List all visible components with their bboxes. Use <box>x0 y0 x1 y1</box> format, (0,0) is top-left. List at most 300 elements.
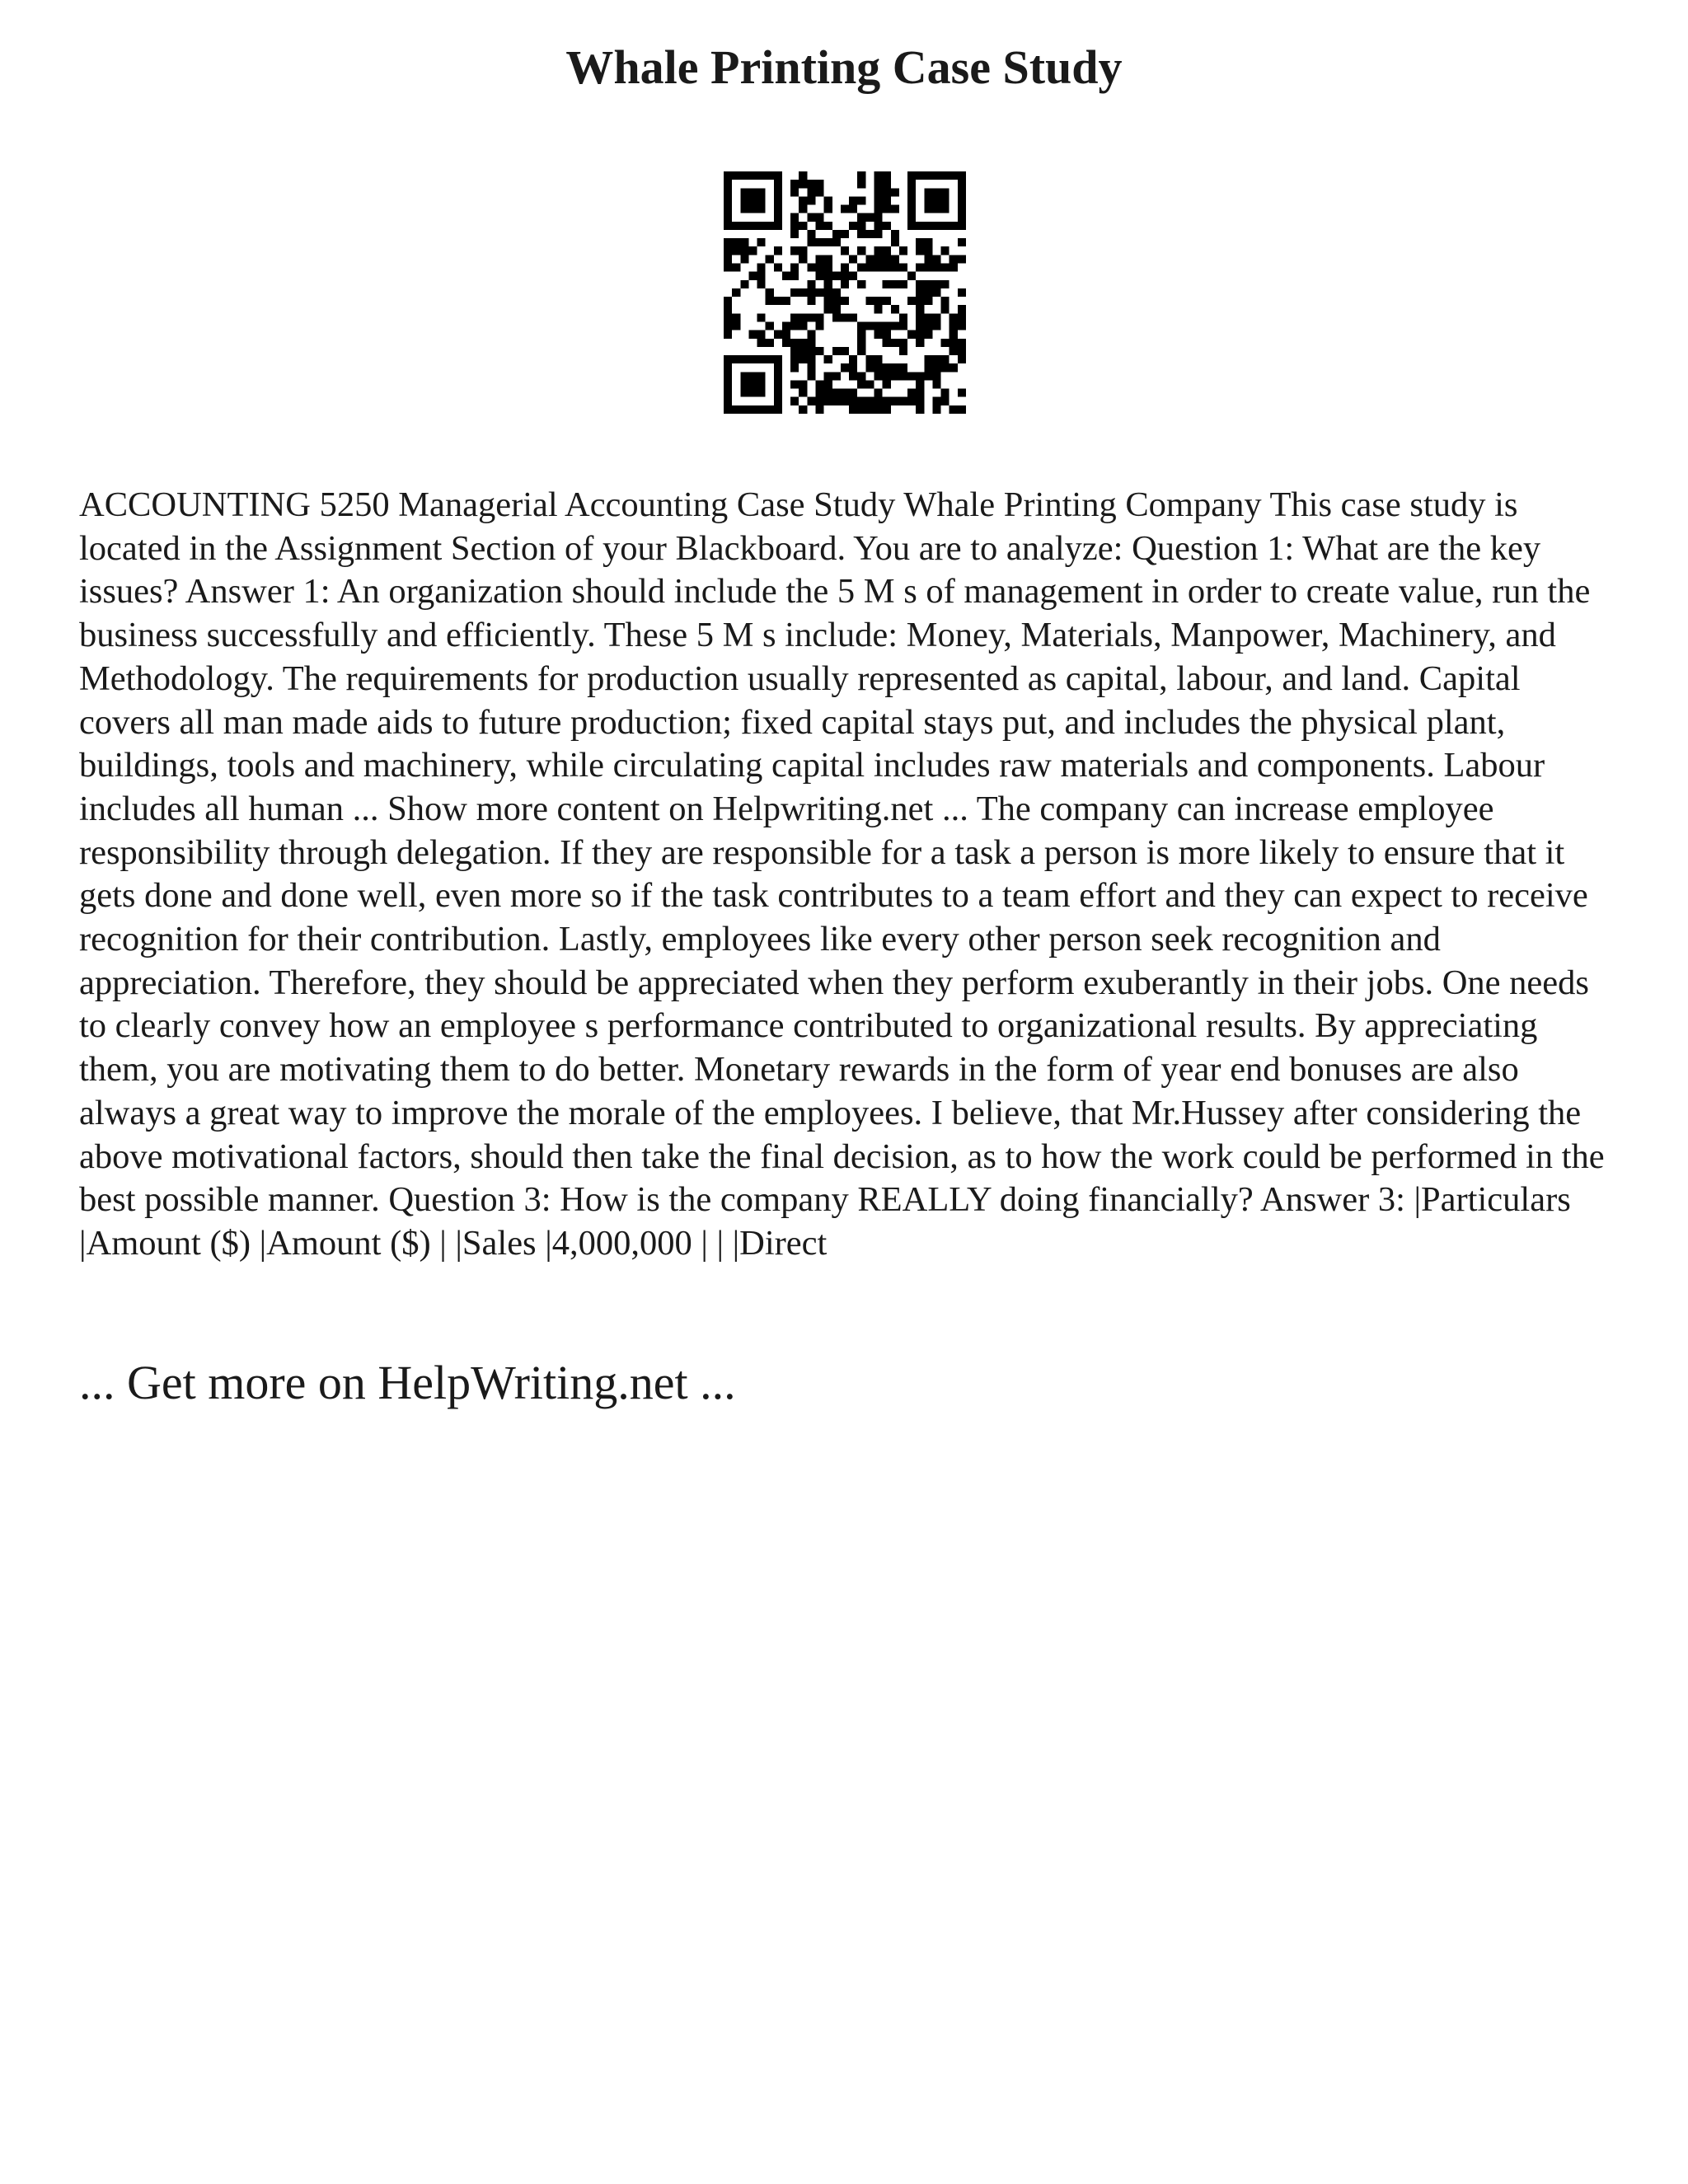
qr-module <box>799 355 807 363</box>
qr-module <box>790 339 799 347</box>
qr-module <box>865 297 874 305</box>
qr-module <box>849 355 857 363</box>
qr-module <box>924 321 932 330</box>
qr-module <box>724 238 732 246</box>
qr-module <box>891 372 899 380</box>
qr-module <box>807 339 815 347</box>
qr-module <box>740 372 748 380</box>
qr-module <box>916 405 924 414</box>
qr-module <box>958 321 966 330</box>
qr-module <box>724 405 732 414</box>
qr-module <box>865 380 874 388</box>
qr-module <box>807 288 815 297</box>
get-more-link[interactable]: ... Get more on HelpWriting.net ... <box>79 1356 736 1409</box>
qr-module <box>874 246 882 255</box>
qr-module <box>958 188 966 196</box>
qr-module <box>857 280 865 288</box>
qr-module <box>774 405 782 414</box>
qr-module <box>849 272 857 280</box>
qr-module <box>883 339 891 347</box>
qr-module <box>891 397 899 405</box>
qr-module <box>883 372 891 380</box>
qr-module <box>732 171 740 180</box>
qr-module <box>907 272 916 280</box>
qr-module <box>857 180 865 188</box>
qr-module <box>907 205 916 213</box>
qr-module <box>958 205 966 213</box>
qr-module <box>891 339 899 347</box>
qr-module <box>782 339 790 347</box>
qr-module <box>932 196 940 204</box>
qr-module <box>891 305 899 313</box>
qr-module <box>874 171 882 180</box>
qr-module <box>950 347 958 355</box>
qr-module <box>883 171 891 180</box>
qr-module <box>799 321 807 330</box>
qr-module <box>824 280 832 288</box>
qr-module <box>857 380 865 388</box>
qr-module <box>950 363 958 372</box>
qr-module <box>807 355 815 363</box>
qr-module <box>907 389 916 397</box>
qr-module <box>757 264 766 272</box>
qr-module <box>865 363 874 372</box>
qr-module <box>932 380 940 388</box>
qr-module <box>816 213 824 222</box>
qr-module <box>849 196 857 204</box>
qr-module <box>790 363 799 372</box>
qr-module <box>907 180 916 188</box>
qr-module <box>899 347 907 355</box>
qr-module <box>950 222 958 230</box>
qr-module <box>958 347 966 355</box>
qr-module <box>865 321 874 330</box>
qr-module <box>824 288 832 297</box>
qr-module <box>941 297 950 305</box>
qr-module <box>874 372 882 380</box>
qr-module <box>799 180 807 188</box>
qr-module <box>874 222 882 230</box>
qr-module <box>958 196 966 204</box>
qr-module <box>941 246 950 255</box>
qr-module <box>941 188 950 196</box>
qr-module <box>790 355 799 363</box>
qr-module <box>941 222 950 230</box>
qr-module <box>891 188 899 196</box>
qr-module <box>899 339 907 347</box>
qr-module <box>924 246 932 255</box>
qr-module <box>841 297 849 305</box>
qr-module <box>799 347 807 355</box>
qr-module <box>757 372 766 380</box>
qr-module <box>958 339 966 347</box>
qr-module <box>774 196 782 204</box>
qr-module <box>766 405 774 414</box>
qr-module <box>816 238 824 246</box>
qr-module <box>799 205 807 213</box>
qr-module <box>891 280 899 288</box>
qr-module <box>849 397 857 405</box>
qr-module <box>724 188 732 196</box>
qr-module <box>932 280 940 288</box>
qr-module <box>724 330 732 339</box>
qr-module <box>958 180 966 188</box>
qr-module <box>857 405 865 414</box>
qr-module <box>841 246 849 255</box>
qr-module <box>766 297 774 305</box>
qr-module <box>924 188 932 196</box>
qr-module <box>732 288 740 297</box>
qr-module <box>916 372 924 380</box>
qr-module <box>849 222 857 230</box>
qr-module <box>790 272 799 280</box>
qr-module <box>899 313 907 321</box>
qr-module <box>907 372 916 380</box>
qr-module <box>950 339 958 347</box>
qr-module <box>790 288 799 297</box>
qr-module <box>950 264 958 272</box>
qr-module <box>841 280 849 288</box>
qr-module <box>916 238 924 246</box>
body-paragraph: ACCOUNTING 5250 Managerial Accounting Case Study Whale Printing Company This case study is located in the Assignment Section of your Blackboard. You are to analyze: Question 1: What are the key issues? Answer 1: An organization should include the 5 M s of management in order to create value, run the business successfully and efficiently. These 5 M s include: Money, Materials, Manpower, Machinery, and Methodology. The requirements for production usually represented as capital, labour, and land. Capital covers all man made aids to future production; fixed capital stays put, and includes the physical plant, buildings, tools and machinery, while circulating capital includes raw materials and components. Labour includes all human ... Show more content on Helpwriting.net ... The company can increase employee responsibility through delegation. If they are responsible for a task a person is more likely to ensure that it gets done and done well, even more so if the task contributes to a team effort and they can expect to receive recognition for their contribution. Lastly, employees like every other person seek recognition and appreciation. Therefore, they should be appreciated when they perform exuberantly in their jobs. One needs to clearly convey how an employee s performance contributed to organizational results. By appreciating them, you are motivating them to do better. Monetary rewards in the form of year end bonuses are also always a great way to improve the morale of the employees. I believe, that Mr.Hussey after considering the above motivational factors, should then take the final decision, as to how the work could be performed in the best possible manner. Question 3: How is the company REALLY doing financially? Answer 3: |Particulars |Amount ($) |Amount ($) | |Sales |4,000,000 | | |Direct <box>79 485 1605 1263</box>
qr-module <box>724 297 732 305</box>
qr-module <box>857 213 865 222</box>
qr-module <box>740 405 748 414</box>
qr-module <box>740 389 748 397</box>
qr-module <box>874 213 882 222</box>
qr-module <box>748 196 757 204</box>
qr-module <box>732 246 740 255</box>
qr-module <box>782 321 790 330</box>
qr-module <box>724 171 732 180</box>
qr-module <box>916 222 924 230</box>
qr-module <box>774 264 782 272</box>
qr-module <box>958 313 966 321</box>
qr-module <box>816 188 824 196</box>
qr-module <box>891 363 899 372</box>
qr-module <box>891 321 899 330</box>
qr-module <box>807 313 815 321</box>
qr-module <box>883 246 891 255</box>
qr-module <box>874 230 882 238</box>
qr-module <box>807 213 815 222</box>
qr-module <box>916 330 924 339</box>
qr-module <box>732 321 740 330</box>
qr-module <box>883 405 891 414</box>
qr-module <box>807 230 815 238</box>
qr-module <box>958 255 966 263</box>
qr-module <box>958 238 966 246</box>
qr-module <box>824 272 832 280</box>
qr-module <box>874 363 882 372</box>
qr-module <box>941 305 950 313</box>
qr-module <box>757 339 766 347</box>
qr-module <box>950 255 958 263</box>
qr-module <box>782 297 790 305</box>
qr-module <box>865 255 874 263</box>
qr-module <box>924 355 932 363</box>
qr-module <box>916 264 924 272</box>
qr-module <box>924 171 932 180</box>
qr-module <box>857 397 865 405</box>
qr-module <box>932 288 940 297</box>
qr-module <box>924 288 932 297</box>
qr-module <box>883 321 891 330</box>
qr-module <box>799 196 807 204</box>
qr-module <box>790 313 799 321</box>
qr-module <box>748 171 757 180</box>
qr-module <box>766 288 774 297</box>
qr-module <box>874 255 882 263</box>
qr-module <box>891 238 899 246</box>
qr-module <box>774 205 782 213</box>
qr-module <box>932 363 940 372</box>
qr-module <box>757 330 766 339</box>
qr-module <box>790 397 799 405</box>
qr-module <box>774 180 782 188</box>
qr-module <box>907 222 916 230</box>
qr-module <box>832 288 841 297</box>
qr-module <box>724 213 732 222</box>
qr-module <box>907 196 916 204</box>
qr-module <box>824 264 832 272</box>
qr-module <box>907 330 916 339</box>
qr-module <box>774 389 782 397</box>
qr-module <box>958 405 966 414</box>
qr-module <box>740 238 748 246</box>
qr-module <box>724 363 732 372</box>
qr-module <box>824 205 832 213</box>
qr-module <box>874 297 882 305</box>
qr-module <box>841 397 849 405</box>
qr-module <box>748 272 757 280</box>
qr-module <box>799 288 807 297</box>
qr-module <box>899 264 907 272</box>
qr-module <box>724 355 732 363</box>
qr-module <box>790 380 799 388</box>
qr-module <box>807 297 815 305</box>
qr-module <box>816 264 824 272</box>
qr-module <box>865 355 874 363</box>
qr-module <box>790 321 799 330</box>
qr-module <box>841 230 849 238</box>
qr-module <box>724 313 732 321</box>
qr-module <box>757 222 766 230</box>
qr-module <box>824 305 832 313</box>
qr-module <box>807 397 815 405</box>
qr-module <box>807 280 815 288</box>
qr-module <box>816 347 824 355</box>
qr-module <box>748 246 757 255</box>
qr-module <box>941 389 950 397</box>
qr-module <box>757 205 766 213</box>
qr-module <box>883 188 891 196</box>
qr-code-graphic <box>724 171 966 414</box>
qr-module <box>816 272 824 280</box>
qr-module <box>799 389 807 397</box>
qr-module <box>958 288 966 297</box>
qr-module <box>732 238 740 246</box>
qr-module <box>774 330 782 339</box>
qr-module <box>857 372 865 380</box>
qr-module <box>891 264 899 272</box>
qr-module <box>774 246 782 255</box>
qr-module <box>766 355 774 363</box>
qr-module <box>832 305 841 313</box>
qr-module <box>958 389 966 397</box>
qr-module <box>941 171 950 180</box>
qr-module <box>941 264 950 272</box>
qr-module <box>857 347 865 355</box>
qr-module <box>799 255 807 263</box>
qr-module <box>740 280 748 288</box>
qr-module <box>807 372 815 380</box>
qr-module <box>832 297 841 305</box>
qr-module <box>724 321 732 330</box>
qr-module <box>932 405 940 414</box>
qr-module <box>941 363 950 372</box>
qr-module <box>865 405 874 414</box>
qr-module <box>748 330 757 339</box>
qr-module <box>841 313 849 321</box>
qr-module <box>874 321 882 330</box>
qr-module <box>807 347 815 355</box>
qr-module <box>950 313 958 321</box>
qr-module <box>874 330 882 339</box>
qr-module <box>857 196 865 204</box>
qr-module <box>950 405 958 414</box>
qr-module <box>740 355 748 363</box>
qr-module <box>824 238 832 246</box>
qr-module <box>774 213 782 222</box>
qr-module <box>874 397 882 405</box>
qr-module <box>924 222 932 230</box>
qr-module <box>766 171 774 180</box>
qr-module <box>816 288 824 297</box>
qr-module <box>724 180 732 188</box>
qr-module <box>740 188 748 196</box>
qr-module <box>757 405 766 414</box>
qr-module <box>857 321 865 330</box>
qr-module <box>807 363 815 372</box>
qr-module <box>807 238 815 246</box>
qr-module <box>832 313 841 321</box>
qr-module <box>790 230 799 238</box>
qr-module <box>724 264 732 272</box>
qr-module <box>724 389 732 397</box>
qr-module <box>899 246 907 255</box>
qr-module <box>740 246 748 255</box>
qr-module <box>757 355 766 363</box>
qr-module <box>841 264 849 272</box>
qr-module <box>916 339 924 347</box>
qr-module <box>816 313 824 321</box>
qr-module <box>790 246 799 255</box>
qr-module <box>932 321 940 330</box>
qr-module <box>924 363 932 372</box>
qr-module <box>740 205 748 213</box>
qr-module <box>941 205 950 213</box>
qr-module <box>907 188 916 196</box>
qr-module <box>824 389 832 397</box>
qr-module <box>916 321 924 330</box>
qr-module <box>774 188 782 196</box>
qr-module <box>774 397 782 405</box>
qr-module <box>824 372 832 380</box>
qr-module <box>841 347 849 355</box>
qr-module <box>932 264 940 272</box>
qr-module <box>790 188 799 196</box>
qr-module <box>891 205 899 213</box>
qr-module <box>941 339 950 347</box>
qr-module <box>757 280 766 288</box>
qr-module <box>816 397 824 405</box>
qr-module <box>832 272 841 280</box>
qr-module <box>932 255 940 263</box>
qr-module <box>874 196 882 204</box>
qr-module <box>740 222 748 230</box>
qr-module <box>774 297 782 305</box>
qr-module <box>766 321 774 330</box>
qr-module <box>724 380 732 388</box>
qr-module <box>841 363 849 372</box>
qr-module <box>774 380 782 388</box>
qr-module <box>824 380 832 388</box>
qr-module <box>874 305 882 313</box>
qr-module <box>891 255 899 263</box>
qr-module <box>849 363 857 372</box>
qr-module <box>790 222 799 230</box>
qr-module <box>748 205 757 213</box>
qr-module <box>907 397 916 405</box>
qr-module <box>899 363 907 372</box>
qr-module <box>816 222 824 230</box>
qr-module <box>883 330 891 339</box>
qr-module <box>899 372 907 380</box>
qr-module <box>724 246 732 255</box>
qr-module <box>865 397 874 405</box>
qr-module <box>849 405 857 414</box>
qr-module <box>883 380 891 388</box>
qr-module <box>816 389 824 397</box>
qr-module <box>941 196 950 204</box>
qr-module <box>941 280 950 288</box>
qr-module <box>782 272 790 280</box>
qr-module <box>757 238 766 246</box>
qr-module <box>757 313 766 321</box>
qr-module <box>916 288 924 297</box>
qr-module <box>732 264 740 272</box>
qr-module <box>790 180 799 188</box>
qr-module <box>790 347 799 355</box>
qr-module <box>857 230 865 238</box>
qr-module <box>724 196 732 204</box>
qr-module <box>883 363 891 372</box>
qr-module <box>958 305 966 313</box>
qr-module <box>774 363 782 372</box>
qr-module <box>790 213 799 222</box>
qr-module <box>832 238 841 246</box>
qr-module <box>774 355 782 363</box>
qr-module <box>849 255 857 263</box>
qr-module <box>924 255 932 263</box>
qr-module <box>807 264 815 272</box>
qr-module <box>899 321 907 330</box>
qr-module <box>865 264 874 272</box>
qr-module <box>824 222 832 230</box>
qr-module <box>849 313 857 321</box>
qr-module <box>907 171 916 180</box>
